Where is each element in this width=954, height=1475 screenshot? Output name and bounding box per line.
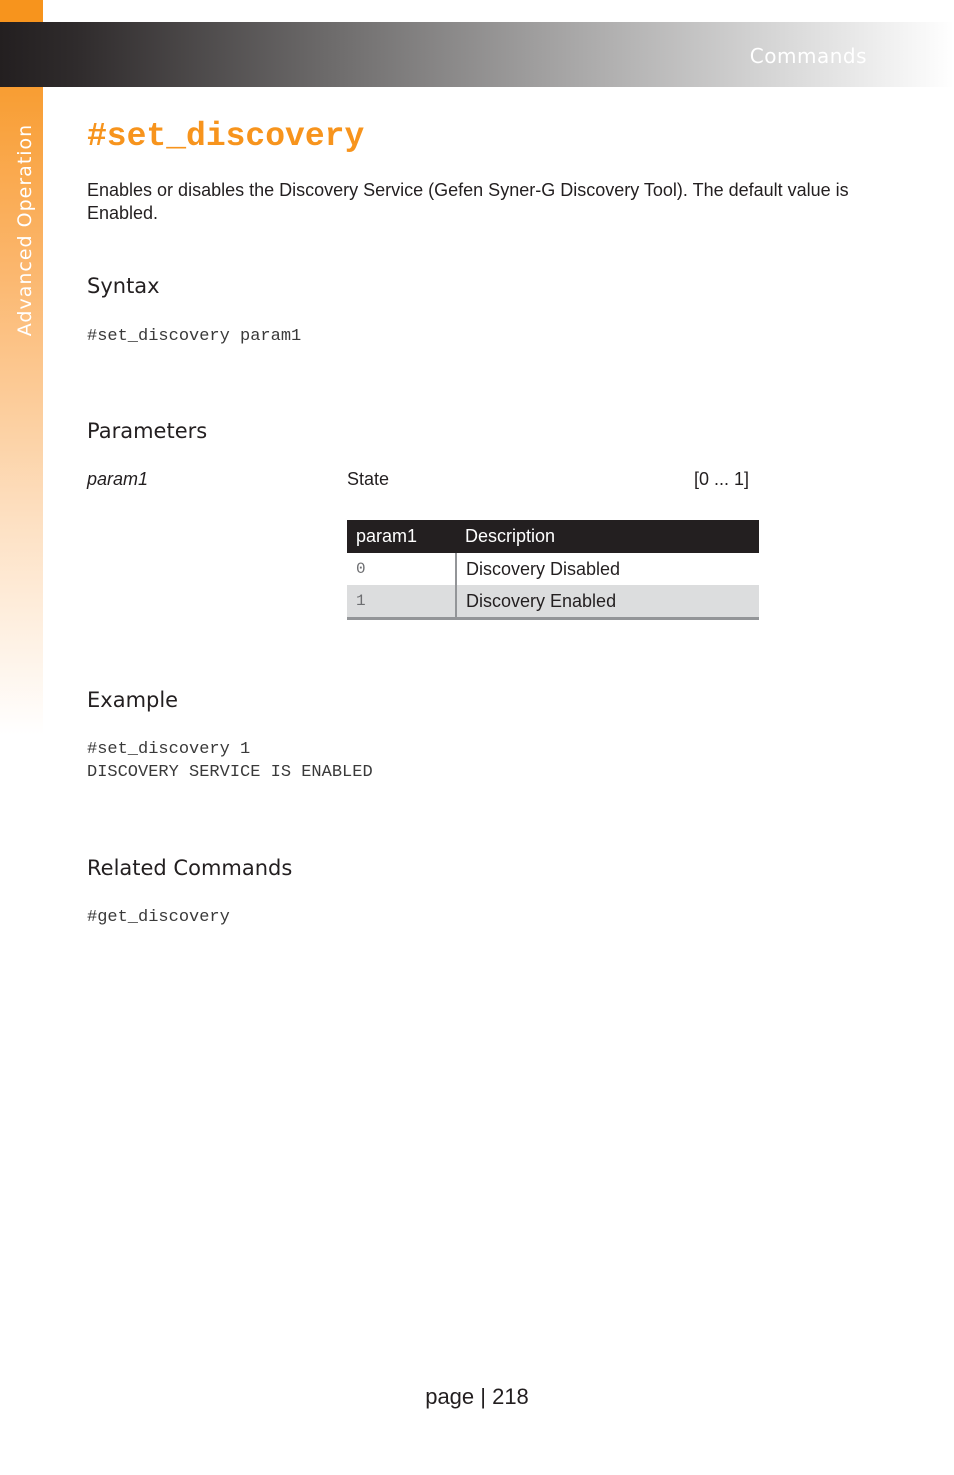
table-cell-value: 1	[347, 585, 456, 619]
related-command-item: #get_discovery	[87, 908, 230, 927]
param-values-table	[347, 520, 759, 620]
parameters-heading: Parameters	[87, 419, 208, 443]
table-cell-description: Discovery Disabled	[466, 558, 621, 579]
command-title: #set_discovery	[87, 118, 365, 155]
side-tab	[0, 0, 43, 735]
param-label: State	[347, 469, 390, 489]
table-cell-value: 0	[347, 553, 456, 585]
example-heading: Example	[87, 688, 179, 712]
param-range: [0 ... 1]	[694, 469, 750, 489]
table-header-description: Description	[456, 520, 759, 553]
table-row	[347, 553, 759, 585]
related-commands-heading: Related Commands	[87, 856, 293, 880]
example-line: #set_discovery 1	[87, 740, 251, 759]
table-cell-description: Discovery Enabled	[456, 585, 759, 619]
side-tab-label: Advanced Operation	[14, 123, 36, 337]
table-header-param: param1	[347, 520, 456, 553]
syntax-code: #set_discovery param1	[87, 327, 302, 346]
param-name: param1	[87, 469, 149, 489]
header-section-title: Commands	[749, 44, 867, 68]
syntax-heading: Syntax	[87, 274, 160, 298]
example-line: DISCOVERY SERVICE IS ENABLED	[87, 763, 373, 782]
command-description: Enables or disables the Discovery Service (Gefen Syner-G Discovery Tool). The default value is Enabled.	[87, 180, 849, 223]
page-number: page | 218	[425, 1384, 529, 1409]
table-header-row	[347, 520, 759, 553]
table-row	[347, 585, 759, 619]
